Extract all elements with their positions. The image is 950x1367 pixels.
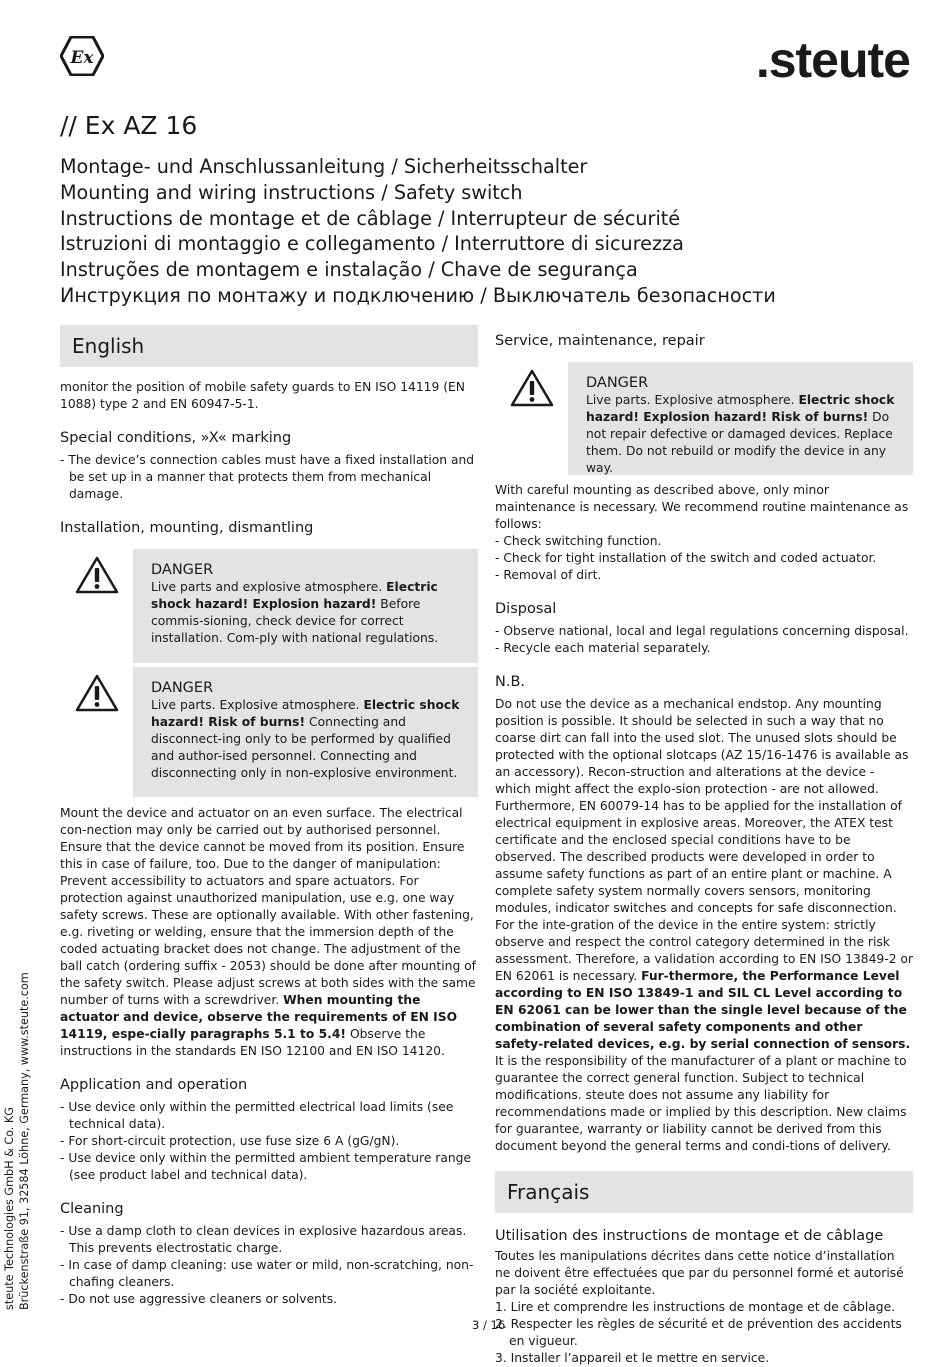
list-item: - Check switching function. — [495, 534, 662, 548]
paragraph-text: Mount the device and actuator on an even surface. The electrical con-nection may only be carried out by authorised personnel. Ensure that the device cannot be moved from its position. Ensure this in case of failure, too. Due to the danger of manipulation: Prevent accessibility to actuators and spare actuators. For protection against unauthorized manipulation, use e.g. one way safety screws. These are optionally available. With other fastening, e.g. riveting or welding, ensure that the immersion depth of the coded actuating bracket does not change. The adjustment of the ball catch (ordering suffix - 2053) should be done after mounting of the safety switch. Please adjust screws at both sides with the same number of turns with a screwdriver. — [60, 806, 477, 1007]
danger-emphasis: Electric shock hazard! Risk of burns! — [151, 698, 460, 729]
list-item: - Use device only within the permitted electrical load limits (see technical data). — [60, 1100, 454, 1131]
language-heading-french: Français — [495, 1171, 913, 1213]
application-list — [60, 1099, 478, 1184]
company-imprint — [2, 970, 32, 1310]
danger-text: Live parts. Explosive atmosphere. — [586, 393, 799, 407]
list-item: 2. Respecter les règles de sécurité et de prévention des accidents en vigueur. — [495, 1317, 902, 1348]
left-column — [60, 325, 478, 1308]
paragraph-text: Observe the instructions in the standards EN ISO 12100 and EN ISO 14120. — [60, 1027, 445, 1058]
subtitle-it: Istruzioni di montaggio e collegamento / Interruttore di sicurezza — [60, 232, 684, 256]
danger-text: Connecting and disconnect-ing only to be performed by qualified and author-ised personnel. Connecting and disconnecting only in non-explosive environment. — [151, 715, 458, 780]
danger-emphasis: Electric shock hazard! Explosion hazard! — [151, 580, 438, 611]
subtitle-block — [60, 154, 920, 309]
danger-text: Do not repair defective or damaged devices. Replace them. Do not rebuild or modify the device in any way. — [586, 410, 893, 475]
french-steps-list — [495, 1299, 913, 1367]
french-usage-heading: Utilisation des instructions de montage et de câblage — [495, 1228, 884, 1244]
disposal-heading: Disposal — [495, 601, 557, 617]
list-item: - Check for tight installation of the switch and coded actuator. — [495, 551, 877, 565]
paragraph-emphasis: When mounting the actuator and device, observe the requirements of EN ISO 14119, espe-cially paragraphs 5.1 to 5.4! — [60, 993, 458, 1041]
page-number: 3 / 16 — [472, 1318, 506, 1332]
danger-notice — [495, 362, 913, 475]
warning-triangle-icon — [75, 673, 119, 713]
service-list — [495, 533, 913, 584]
cleaning-list — [60, 1223, 478, 1308]
svg-text:Ex: Ex — [70, 48, 94, 68]
danger-title: DANGER — [151, 680, 214, 696]
list-item: - The device’s connection cables must have a fixed installation and be set up in a manner that protects them from mechanical damage. — [60, 453, 475, 501]
subtitle-fr: Instructions de montage et de câblage / Interrupteur de sécurité — [60, 206, 681, 230]
list-item: - Do not use aggressive cleaners or solvents. — [60, 1292, 338, 1306]
danger-notice — [60, 667, 478, 797]
list-item: - In case of damp cleaning: use water or mild, non-scratching, non-chafing cleaners. — [60, 1258, 474, 1289]
right-column — [495, 325, 913, 1367]
company-name: steute Technologies GmbH & Co. KG — [3, 1107, 16, 1310]
french-paragraph: Toutes les manipulations décrites dans cette notice d’installation ne doivent être effectuées que par du personnel formé et autorisé par la société exploitante. — [495, 1249, 904, 1297]
intro-paragraph: monitor the position of mobile safety guards to EN ISO 14119 (EN 1088) type 2 and EN 60947-5-1. — [60, 380, 465, 411]
warning-triangle-icon — [75, 555, 119, 595]
special-conditions-heading: Special conditions, »X« marking — [60, 430, 292, 446]
nb-heading: N.B. — [495, 674, 526, 690]
danger-title: DANGER — [151, 562, 214, 578]
brand-logo: .steute — [755, 32, 910, 88]
company-address: Brückenstraße 91, 32584 Löhne, Germany, www.steute.com — [18, 972, 31, 1310]
danger-text: Live parts and explosive atmosphere. — [151, 580, 387, 594]
paragraph-text: Do not use the device as a mechanical endstop. Any mounting position is possible. It should be selected in such a way that no coarse dirt can fall into the used slot. The unused slots should be protected with the optional slotcaps (AZ 15/16-1476 is available as an accessory). Recon-struction and alterations at the device - which might affect the explo-sion protection - are not allowed. Furthermore, EN 60079-14 has to be applied for the installation of electrical equipment in explosive areas. Moreover, the ATEX test certificate and the enclosed special conditions have to be observed. The described products were developed in order to assume safety functions as part of an entire plant or machine. A complete safety system normally covers sensors, monitoring modules, indicator switches and concepts for safe disconnection. For the inte-gration of the device in the entire system: strictly observe and respect the control category determined in the risk assessment. Therefore, a validation according to EN ISO 13849-2 or EN 62061 is necessary. — [495, 697, 914, 983]
warning-triangle-icon — [510, 368, 554, 408]
nb-paragraph — [495, 696, 913, 1155]
danger-emphasis: Electric shock hazard! Explosion hazard! Risk of burns! — [586, 393, 895, 424]
list-item: 3. Installer l’appareil et le mettre en service. — [495, 1351, 770, 1365]
danger-notice — [60, 549, 478, 663]
installation-heading: Installation, mounting, dismantling — [60, 520, 314, 536]
mounting-paragraph — [60, 805, 478, 1060]
service-paragraph: With careful mounting as described above, only minor maintenance is necessary. We recommend routine maintenance as follows: — [495, 483, 909, 531]
special-conditions-list — [60, 452, 478, 503]
list-item: - For short-circuit protection, use fuse size 6 A (gG/gN). — [60, 1134, 400, 1148]
list-item: - Removal of dirt. — [495, 568, 602, 582]
language-heading-english: English — [60, 325, 478, 367]
paragraph-text: It is the responsibility of the manufacturer of a plant or machine to guarantee the correct general function. Subject to technical modifications. steute does not assume any liability for recommendations made or implied by this description. New claims for guarantee, warranty or liability cannot be derived from this document beyond the general terms and condi-tions of delivery. — [495, 1054, 907, 1153]
subtitle-pt: Instruções de montagem e instalação / Chave de segurança — [60, 258, 638, 282]
application-heading: Application and operation — [60, 1077, 248, 1093]
danger-text: Before commis-sioning, check device for correct installation. Com-ply with national regulations. — [151, 597, 439, 645]
document-title: // Ex AZ 16 — [60, 111, 198, 140]
list-item: - Use device only within the permitted ambient temperature range (see product label and technical data). — [60, 1151, 472, 1182]
service-heading: Service, maintenance, repair — [495, 333, 705, 349]
subtitle-ru: Инструкция по монтажу и подключению / Выключатель безопасности — [60, 283, 776, 307]
subtitle-de: Montage- und Anschlussanleitung / Sicherheitsschalter — [60, 155, 588, 178]
cleaning-heading: Cleaning — [60, 1201, 124, 1217]
danger-title: DANGER — [586, 375, 649, 391]
list-item: - Observe national, local and legal regulations concerning disposal. — [495, 624, 909, 638]
list-item: - Recycle each material separately. — [495, 641, 711, 655]
list-item: - Use a damp cloth to clean devices in explosive hazardous areas. This prevents electrostatic charge. — [60, 1224, 467, 1255]
ex-explosion-protection-logo — [60, 36, 104, 76]
subtitle-en: Mounting and wiring instructions / Safety switch — [60, 180, 523, 204]
paragraph-emphasis: Fur-thermore, the Performance Level according to EN ISO 13849-1 and SIL CL Level according to EN 62061 can be lower than the single level because of the combination of several safety components and other safety-related devices, e.g. by serial connection of sensors. — [495, 969, 911, 1051]
disposal-list — [495, 623, 913, 657]
danger-text: Live parts. Explosive atmosphere. — [151, 698, 364, 712]
list-item: 1. Lire et comprendre les instructions de montage et de câblage. — [495, 1300, 896, 1314]
